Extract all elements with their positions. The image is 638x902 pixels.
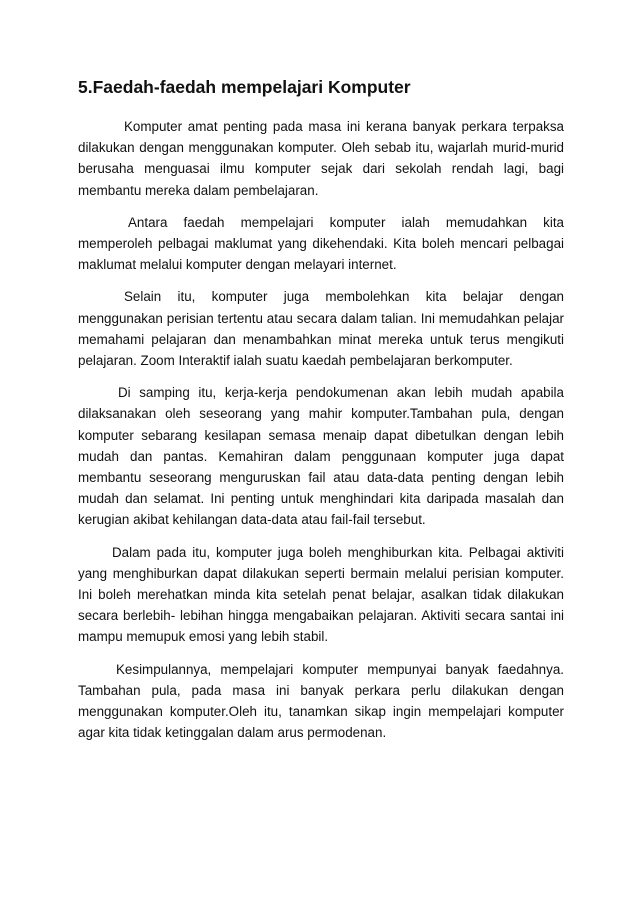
paragraph-intro: Komputer amat penting pada masa ini kerana banyak perkara terpaksa dilakukan dengan menggunakan komputer. Oleh sebab itu, wajarlah murid-murid berusaha menguasai ilmu komputer sejak dari sekolah rendah lagi, bagi membantu mereka dalam pembelajaran. — [78, 119, 564, 198]
paragraph-learning: Selain itu, komputer juga membolehkan kita belajar dengan menggunakan perisian tertentu atau secara dalam talian. Ini memudahkan pelajar memahami pelajaran dan menambahkan minat mereka untuk terus mengikuti pelajaran. Zoom Interaktif ialah suatu kaedah pembelajaran berkomputer. — [78, 289, 564, 369]
section-heading: 5.Faedah-faedah mempelajari Komputer — [78, 77, 411, 97]
document-page — [78, 74, 564, 754]
paragraph-information: Antara faedah mempelajari komputer ialah memudahkan kita memperoleh pelbagai maklumat yang dikehendaki. Kita boleh mencari pelbagai maklumat melalui komputer dengan melayari internet. — [78, 214, 564, 273]
paragraph-documentation: Di samping itu, kerja-kerja pendokumenan akan lebih mudah apabila dilaksanakan oleh seseorang yang mahir komputer.Tambahan pula, dengan komputer sebarang kesilapan semasa menaip dapat dibetulkan dengan lebih mudah dan pantas. Kemahiran dalam penggunaan komputer juga dapat membantu seseorang menguruskan fail atau data-data penting dengan lebih mudah dan selamat. Ini penting untuk menghindari kita daripada masalah dan kerugian akibat kehilangan data-data atau fail-fail tersebut. — [78, 385, 564, 528]
paragraph-conclusion: Kesimpulannya, mempelajari komputer mempunyai banyak faedahnya. Tambahan pula, pada masa ini banyak perkara perlu dilakukan dengan menggunakan komputer.Oleh itu, tanamkan sikap ingin mempelajari komputer agar kita tidak ketinggalan dalam arus permodenan. — [78, 661, 564, 741]
paragraph-entertainment: Dalam pada itu, komputer juga boleh menghiburkan kita. Pelbagai aktiviti yang menghiburkan dapat dilakukan seperti bermain melalui perisian komputer. Ini boleh merehatkan minda kita setelah penat belajar, asalkan tidak dilakukan secara berlebih- lebihan hingga mengabaikan pelajaran. Aktiviti secara santai ini mampu memupuk emosi yang lebih stabil. — [78, 544, 564, 645]
